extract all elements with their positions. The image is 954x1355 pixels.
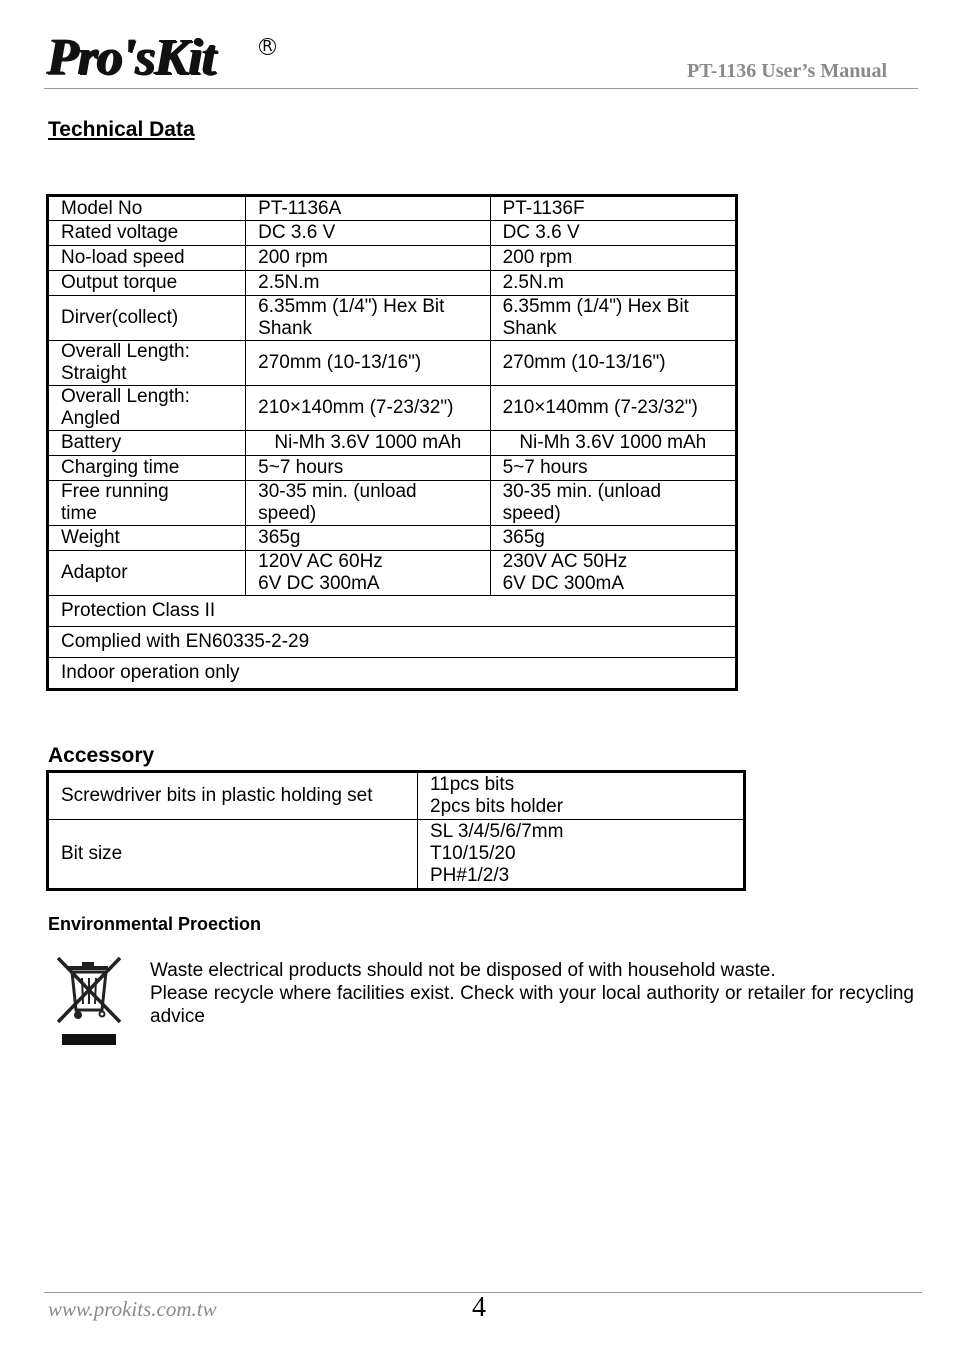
spec-label: Model No bbox=[48, 196, 246, 221]
spec-label: Battery bbox=[48, 431, 246, 456]
spec-label: Dirver(collect) bbox=[48, 296, 246, 341]
spec-value-f: Ni-Mh 3.6V 1000 mAh bbox=[490, 431, 736, 456]
logo-wordmark: Pro'sKit bbox=[47, 29, 216, 86]
spec-value-a: 5~7 hours bbox=[246, 456, 490, 481]
spec-value-a: Ni-Mh 3.6V 1000 mAh bbox=[246, 431, 490, 456]
table-row bbox=[48, 627, 737, 658]
spec-value-a: 2.5N.m bbox=[246, 271, 490, 296]
spec-value-a: DC 3.6 V bbox=[246, 221, 490, 246]
accessory-detail: SL 3/4/5/6/7mm T10/15/20 PH#1/2/3 bbox=[418, 820, 745, 890]
spec-value-f: DC 3.6 V bbox=[490, 221, 736, 246]
spec-value-f: 200 rpm bbox=[490, 246, 736, 271]
header-divider bbox=[44, 88, 918, 89]
spec-value-a: PT-1136A bbox=[246, 196, 490, 221]
technical-data-title: Technical Data bbox=[48, 118, 195, 141]
environmental-line-2: Please recycle where facilities exist. Check with your local authority or retailer for recycling advice bbox=[150, 983, 914, 1027]
weee-crossed-bin-icon bbox=[54, 954, 126, 1050]
table-row bbox=[48, 456, 737, 481]
accessory-title: Accessory bbox=[48, 744, 155, 767]
proskit-logo bbox=[47, 29, 273, 86]
spec-note: Complied with EN60335-2-29 bbox=[48, 627, 737, 658]
spec-label: Output torque bbox=[48, 271, 246, 296]
technical-data-table bbox=[46, 194, 738, 691]
table-row bbox=[48, 596, 737, 627]
spec-value-f: 365g bbox=[490, 526, 736, 551]
table-row bbox=[48, 221, 737, 246]
spec-note: Protection Class II bbox=[48, 596, 737, 627]
spec-value-f: 210×140mm (7-23/32") bbox=[490, 386, 736, 431]
table-row bbox=[48, 271, 737, 296]
environmental-line-1: Waste electrical products should not be disposed of with household waste. bbox=[150, 960, 776, 981]
environmental-title: Environmental Proection bbox=[48, 914, 262, 934]
spec-label: Overall Length: Angled bbox=[48, 386, 246, 431]
spec-value-f: 30-35 min. (unload speed) bbox=[490, 481, 736, 526]
registered-mark: R bbox=[259, 38, 276, 55]
table-row bbox=[48, 246, 737, 271]
footer-website: www.prokits.com.tw bbox=[48, 1297, 217, 1321]
table-row bbox=[48, 481, 737, 526]
spec-label: Charging time bbox=[48, 456, 246, 481]
manual-title: PT-1136 User’s Manual bbox=[687, 60, 887, 82]
spec-value-a: 365g bbox=[246, 526, 490, 551]
spec-label: Overall Length: Straight bbox=[48, 341, 246, 386]
table-row bbox=[48, 431, 737, 456]
spec-value-a: 6.35mm (1/4") Hex Bit Shank bbox=[246, 296, 490, 341]
spec-label: Free running time bbox=[48, 481, 246, 526]
spec-label: Adaptor bbox=[48, 551, 246, 596]
spec-label: No-load speed bbox=[48, 246, 246, 271]
table-row bbox=[48, 772, 745, 820]
environmental-text bbox=[150, 959, 914, 1028]
spec-value-a: 270mm (10-13/16") bbox=[246, 341, 490, 386]
spec-value-f: 2.5N.m bbox=[490, 271, 736, 296]
table-row bbox=[48, 296, 737, 341]
spec-value-a: 30-35 min. (unload speed) bbox=[246, 481, 490, 526]
table-row bbox=[48, 820, 745, 890]
spec-value-a: 210×140mm (7-23/32") bbox=[246, 386, 490, 431]
table-row bbox=[48, 658, 737, 690]
page-number: 4 bbox=[472, 1292, 486, 1323]
table-row bbox=[48, 341, 737, 386]
table-row bbox=[48, 526, 737, 551]
spec-note: Indoor operation only bbox=[48, 658, 737, 690]
accessory-item: Screwdriver bits in plastic holding set bbox=[48, 772, 418, 820]
spec-value-f: 5~7 hours bbox=[490, 456, 736, 481]
accessory-item: Bit size bbox=[48, 820, 418, 890]
table-row bbox=[48, 386, 737, 431]
spec-label: Weight bbox=[48, 526, 246, 551]
accessory-table bbox=[46, 770, 746, 891]
spec-value-f: 230V AC 50Hz 6V DC 300mA bbox=[490, 551, 736, 596]
spec-value-a: 120V AC 60Hz 6V DC 300mA bbox=[246, 551, 490, 596]
spec-value-f: 270mm (10-13/16") bbox=[490, 341, 736, 386]
table-row bbox=[48, 551, 737, 596]
table-row bbox=[48, 196, 737, 221]
spec-value-f: 6.35mm (1/4") Hex Bit Shank bbox=[490, 296, 736, 341]
spec-value-f: PT-1136F bbox=[490, 196, 736, 221]
accessory-detail: 11pcs bits 2pcs bits holder bbox=[418, 772, 745, 820]
spec-value-a: 200 rpm bbox=[246, 246, 490, 271]
spec-label: Rated voltage bbox=[48, 221, 246, 246]
